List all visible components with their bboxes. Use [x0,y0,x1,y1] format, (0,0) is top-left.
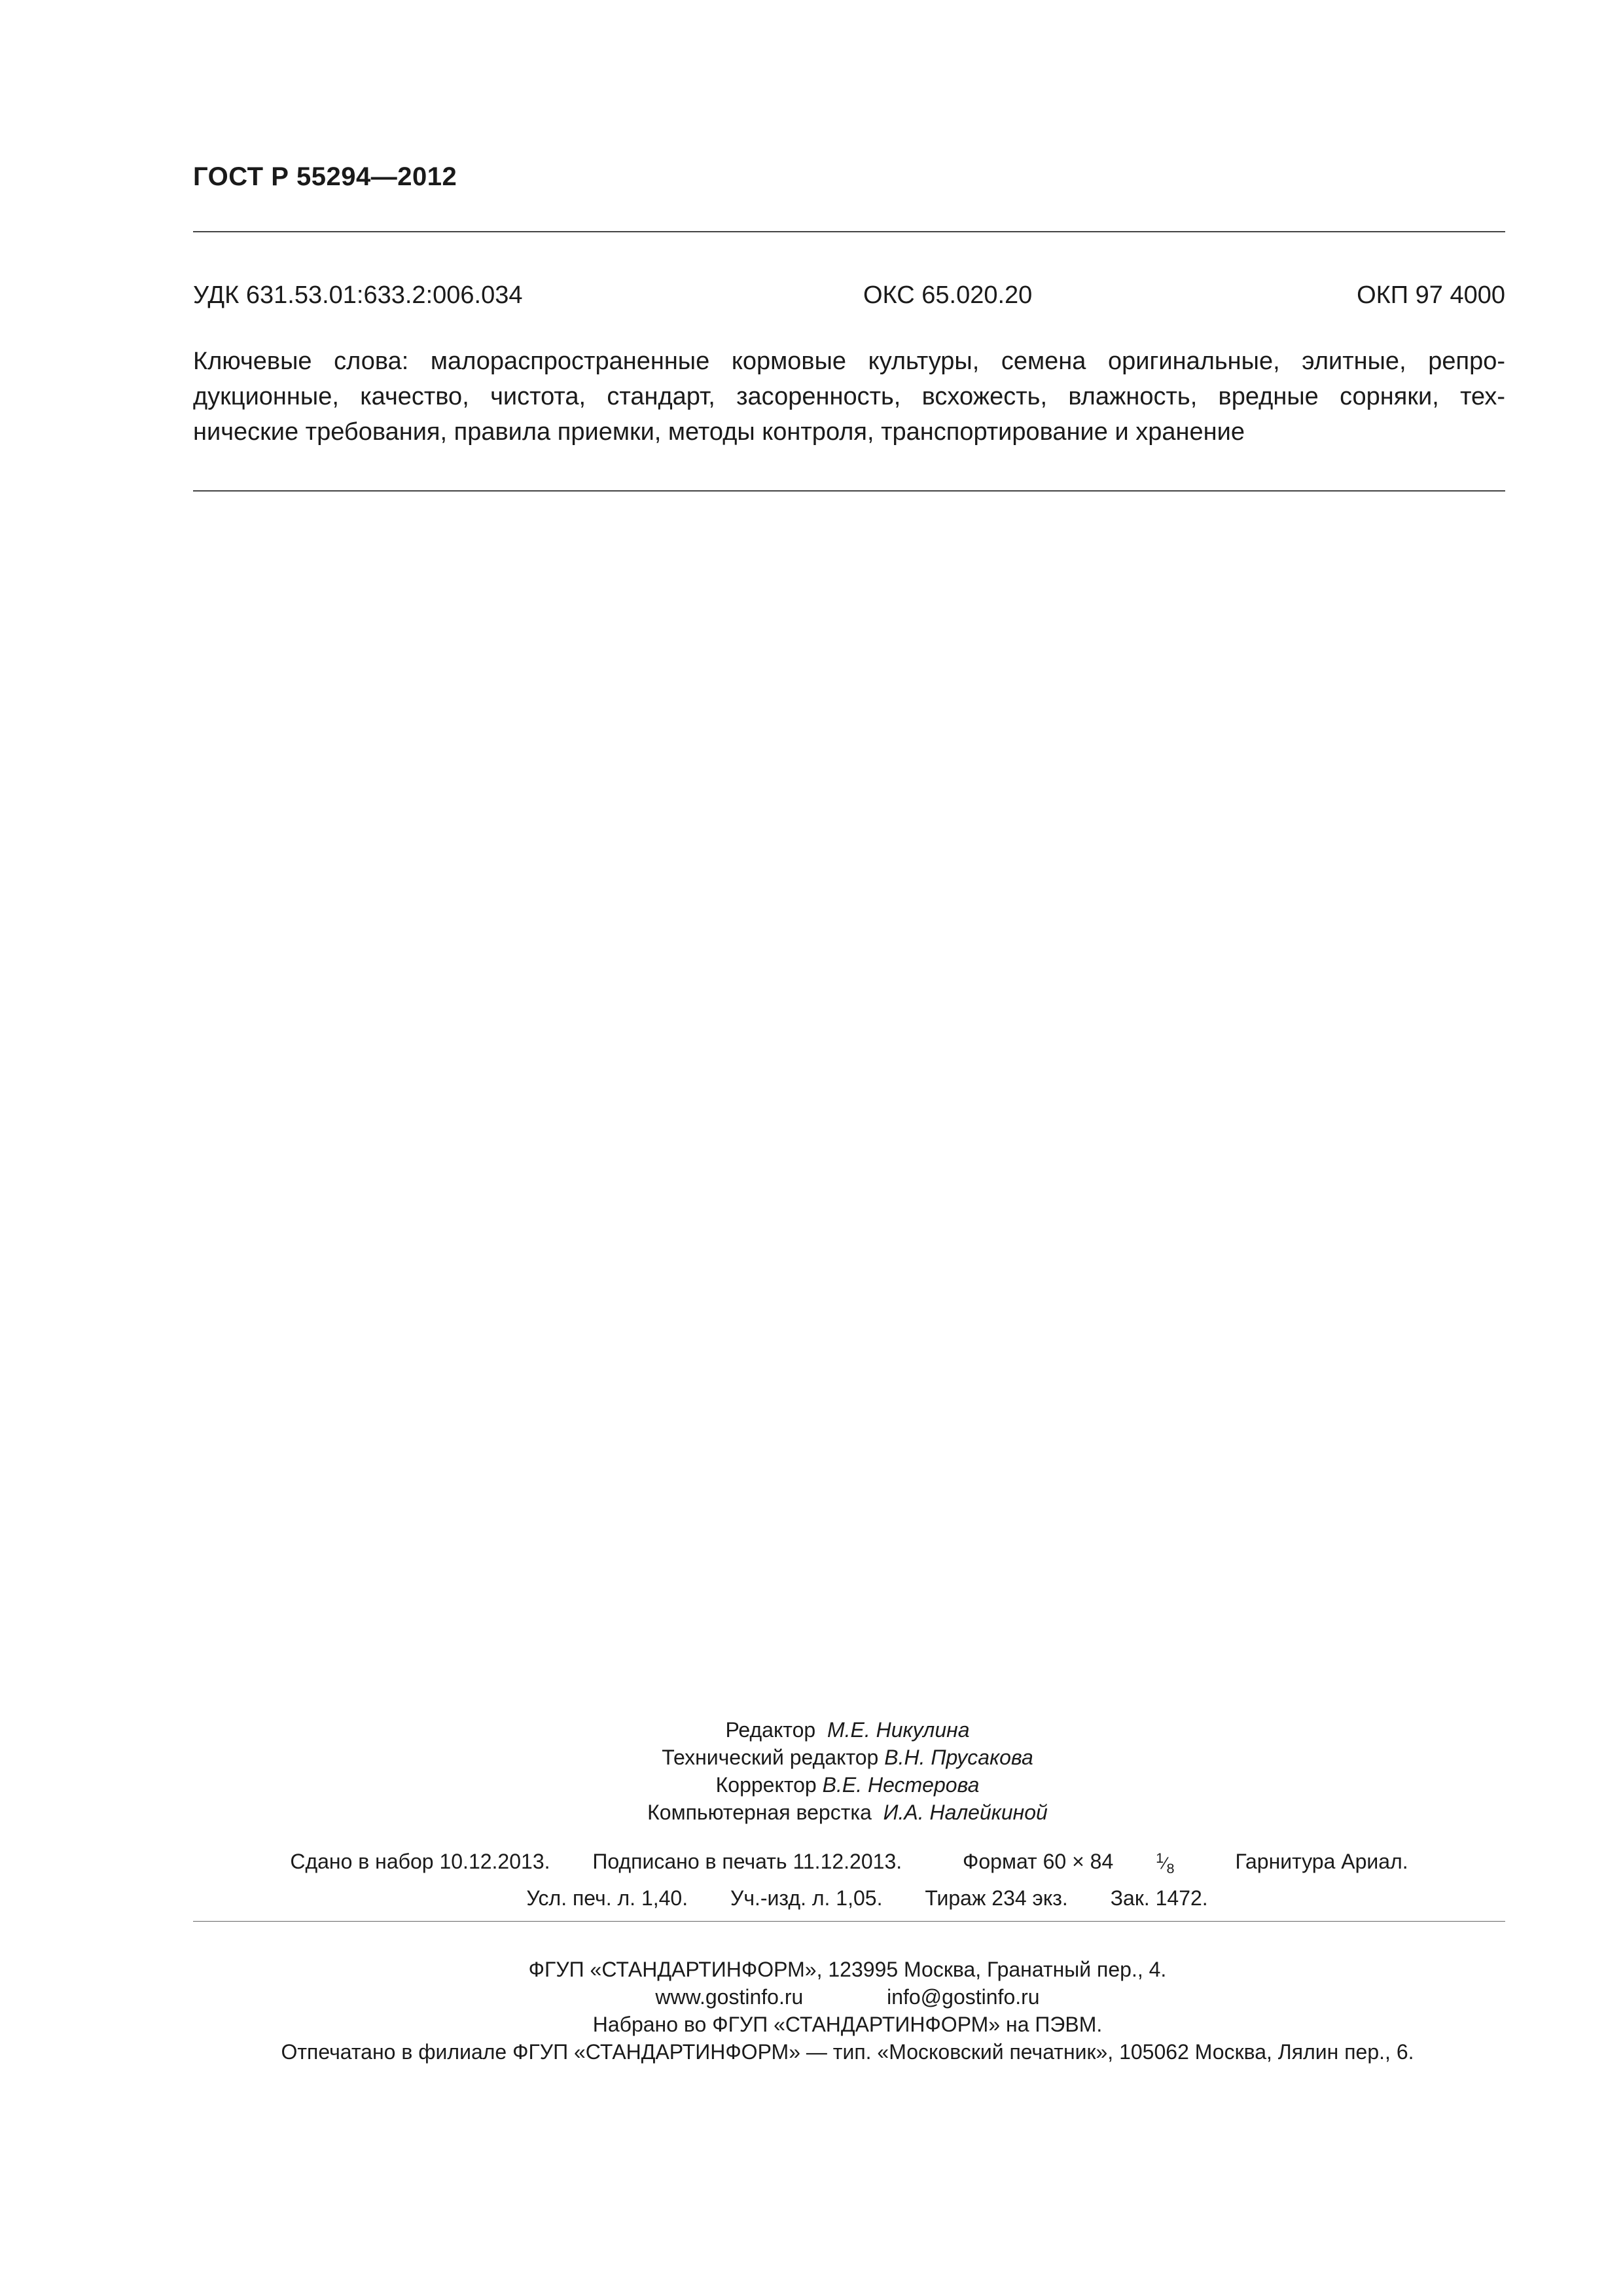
credit-name: В.Е. Нестерова [822,1773,980,1797]
credit-name: В.Н. Прусакова [884,1746,1033,1769]
credit-tech-editor [0,1744,1623,1771]
oks-code: ОКС 65.020.20 [863,281,1033,309]
credit-editor [0,1716,1623,1744]
uch-sheets: Уч.-изд. л. 1,05. [730,1886,883,1910]
credit-name: М.Е. Никулина [827,1718,970,1742]
print-info-line1 [193,1850,1505,1877]
publisher-divider [193,1921,1505,1922]
format-label: Формат 60 × 84 [963,1850,1114,1874]
credit-role: Компьютерная верстка [647,1801,872,1824]
top-divider [193,231,1505,232]
credit-role: Технический редактор [662,1746,879,1769]
order-number: Зак. 1472. [1110,1886,1208,1910]
classification-codes [193,281,1505,314]
publisher-website[interactable]: www.gostinfo.ru [655,1985,804,2009]
signed-date: Подписано в печать 11.12.2013. [592,1850,902,1874]
keywords-line: Ключевые слова: малораспространенные кормовые культуры, семена оригинальные, элитные, репро- [193,348,1505,375]
printed-info: Отпечатано в филиале ФГУП «СТАНДАРТИНФОРМ» — тип. «Московский печатник», 105062 Москва, Лялин пер., 6. [281,2040,1414,2064]
print-run: Тираж 234 экз. [925,1886,1068,1910]
format-numerator: 1 [1156,1850,1164,1866]
credits-block [0,1716,1623,1826]
format-fraction: $^1⁄_8$ [1156,1850,1175,1876]
publisher-address: ФГУП «СТАНДАРТИНФОРМ», 123995 Москва, Гранатный пер., 4. [528,1958,1167,1981]
credit-name: И.А. Налейкиной [883,1801,1048,1824]
udk-code: УДК 631.53.01:633.2:006.034 [193,281,523,309]
keywords-line: дукционные, качество, чистота, стандарт, засоренность, всхожесть, влажность, вредные сорняки, тех- [193,383,1505,410]
credit-role: Редактор [725,1718,816,1742]
format-denominator: 8 [1166,1859,1175,1876]
credit-layout [0,1799,1623,1826]
keywords-paragraph [193,344,1505,450]
credit-proofreader [0,1771,1623,1799]
submitted-date: Сдано в набор 10.12.2013. [290,1850,550,1874]
paper-format [944,1850,1193,1876]
keywords-divider [193,490,1505,492]
print-info-line2 [452,1886,1283,1910]
okp-code: ОКП 97 4000 [1357,281,1505,309]
usl-sheets: Усл. печ. л. 1,40. [526,1886,688,1910]
typeface: Гарнитура Ариал. [1235,1850,1408,1874]
publisher-contacts [0,1983,1623,2011]
document-code: ГОСТ Р 55294—2012 [193,162,457,191]
typeset-info: Набрано во ФГУП «СТАНДАРТИНФОРМ» на ПЭВМ. [592,2013,1103,2036]
keywords-line: нические требования, правила приемки, методы контроля, транспортирование и хранение [193,418,1245,446]
credit-role: Корректор [715,1773,817,1797]
publisher-block [0,1956,1623,2066]
publisher-email[interactable]: info@gostinfo.ru [887,1985,1040,2009]
